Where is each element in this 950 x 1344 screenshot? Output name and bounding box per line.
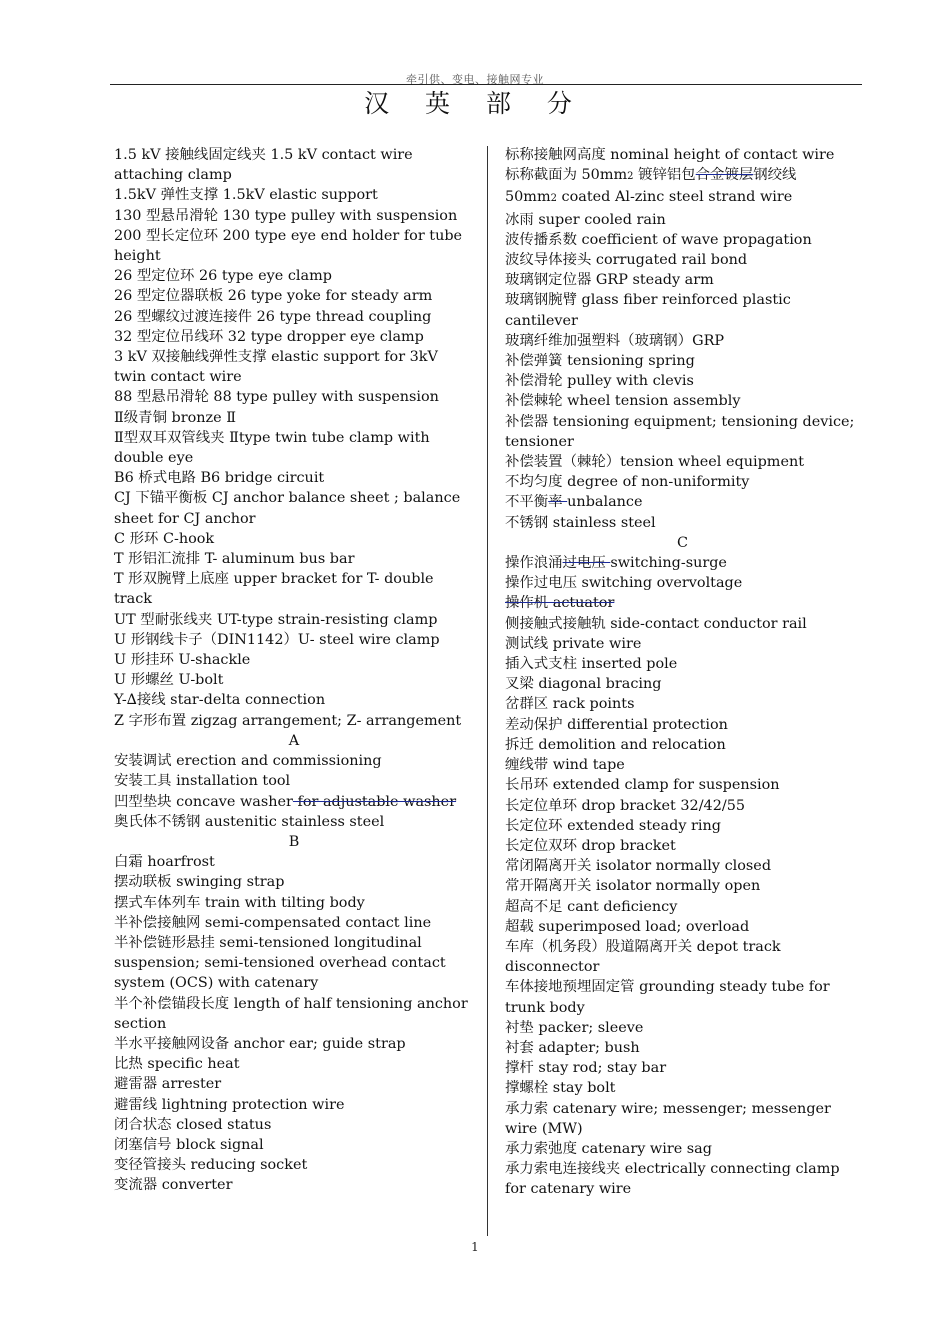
glossary-entry — [505, 371, 860, 391]
entry-text: 不均匀度 degree of non-uniformity — [505, 474, 750, 491]
glossary-entry — [505, 694, 860, 714]
entry-text: CJ 下锚平衡板 CJ anchor balance sheet ; balance sheet for CJ anchor — [114, 490, 461, 527]
entry-text: 半个补偿锚段长度 length of half tensioning anchor section — [114, 995, 468, 1032]
glossary-entry — [505, 977, 860, 1017]
glossary-entry — [114, 327, 474, 347]
entry-text: 撑螺栓 stay bolt — [505, 1080, 616, 1097]
glossary-entry — [505, 1099, 860, 1139]
entry-text: 操作浪涌 — [505, 555, 563, 572]
entry-text: coated Al-zinc steel strand wire — [556, 189, 793, 206]
entry-text: 长定位双环 drop bracket — [505, 837, 676, 854]
glossary-entry — [505, 1058, 860, 1078]
glossary-entry — [114, 1034, 474, 1054]
glossary-entry — [114, 185, 474, 205]
entry-text: 摆动联板 swinging strap — [114, 874, 285, 891]
struck-text: 率 — [548, 494, 568, 511]
glossary-entry — [114, 1095, 474, 1115]
entry-text: 补偿棘轮 wheel tension assembly — [505, 393, 741, 410]
entry-text: T 形双腕臂上底座 upper bracket for T- double track — [114, 571, 434, 608]
entry-text: 长吊环 extended clamp for suspension — [505, 777, 780, 794]
entry-text: 安装调试 erection and commissioning — [114, 753, 382, 770]
glossary-entry — [505, 165, 860, 187]
entry-text: 26 型定位器联板 26 type yoke for steady arm — [114, 288, 433, 305]
entry-text: 摆式车体列车 train with tilting body — [114, 894, 365, 911]
section-letter: B — [288, 833, 300, 850]
entry-text: 冰雨 super cooled rain — [505, 211, 666, 228]
entry-text: 3 kV 双接触线弹性支撑 elastic support for 3kV twin contact wire — [114, 349, 438, 386]
glossary-entry — [505, 210, 860, 230]
page-number: 1 — [471, 1240, 479, 1254]
glossary-entry — [114, 1074, 474, 1094]
section-letter: C — [676, 534, 688, 551]
glossary-entry — [505, 331, 860, 351]
entry-text: switching-surge — [610, 555, 727, 572]
entry-text: 标称接触网高度 nominal height of contact wire — [505, 147, 835, 163]
glossary-entry — [114, 771, 474, 791]
glossary-entry — [505, 897, 860, 917]
glossary-entry — [505, 634, 860, 654]
glossary-entry — [505, 391, 860, 411]
entry-text: 补偿滑轮 pulley with clevis — [505, 373, 694, 390]
entry-text: 衬套 adapter; bush — [505, 1039, 640, 1056]
glossary-entry — [114, 468, 474, 488]
glossary-entry — [114, 428, 474, 468]
entry-text: 安装工具 installation tool — [114, 773, 291, 790]
glossary-entry — [114, 994, 474, 1034]
glossary-entry — [114, 1054, 474, 1074]
entry-text: 130 型悬吊滑轮 130 type pulley with suspension — [114, 207, 458, 224]
glossary-entry — [114, 266, 474, 286]
glossary-entry — [505, 1139, 860, 1159]
entry-text: 镀锌铝包 — [633, 167, 696, 184]
glossary-entry — [114, 387, 474, 407]
glossary-entry — [114, 913, 474, 933]
glossary-entry — [114, 408, 474, 428]
entry-text: 200 型长定位环 200 type eye end holder for tube height — [114, 227, 463, 265]
entry-text: 车库（机务段）股道隔离开关 depot track disconnector — [505, 938, 781, 976]
glossary-entry — [505, 145, 860, 165]
entry-text: 长定位单环 drop bracket 32/42/55 — [505, 797, 746, 814]
left-column — [114, 145, 474, 1196]
glossary-entry — [114, 529, 474, 549]
entry-text: 闭合状态 closed status — [114, 1116, 272, 1133]
glossary-entry — [505, 674, 860, 694]
entry-text: 补偿弹簧 tensioning spring — [505, 353, 695, 370]
entry-text: C 形环 C-hook — [114, 530, 215, 547]
glossary-entry — [114, 650, 474, 670]
entry-text: 玻璃钢腕臂 glass fiber reinforced plastic cantilever — [505, 292, 791, 329]
glossary-entry — [114, 286, 474, 306]
glossary-entry — [114, 569, 474, 609]
entry-text: 避雷线 lightning protection wire — [114, 1096, 345, 1113]
entry-text: 插入式支柱 inserted pole — [505, 656, 678, 673]
entry-text: 缠线带 wind tape — [505, 757, 625, 774]
glossary-entry — [505, 917, 860, 937]
entry-text: 半水平接触网设备 anchor ear; guide strap — [114, 1035, 406, 1052]
glossary-entry — [114, 711, 474, 731]
entry-text: 白霜 hoarfrost — [114, 854, 215, 871]
entry-text: 半补偿接触网 semi-compensated contact line — [114, 914, 432, 931]
glossary-entry — [505, 816, 860, 836]
entry-text: 奥氏体不锈钢 austenitic stainless steel — [114, 813, 385, 830]
struck-text: for adjustable washer — [292, 793, 457, 810]
glossary-entry — [114, 1135, 474, 1155]
entry-text: 叉梁 diagonal bracing — [505, 676, 662, 693]
glossary-entry — [505, 796, 860, 816]
entry-text: 补偿器 tensioning equipment; tensioning device; tensioner — [505, 413, 855, 450]
entry-text: 常开隔离开关 isolator normally open — [505, 878, 761, 895]
glossary-entry — [114, 549, 474, 569]
glossary-entry — [505, 187, 860, 209]
entry-text: UT 型耐张线夹 UT-type strain-resisting clamp — [114, 611, 438, 628]
entry-text: B6 桥式电路 B6 bridge circuit — [114, 470, 325, 487]
right-column — [505, 145, 860, 1200]
glossary-entry — [505, 937, 860, 977]
struck-text: 合金镀层 — [695, 167, 754, 184]
glossary-entry — [114, 488, 474, 528]
entry-text: 26 型螺纹过渡连接件 26 type thread coupling — [114, 308, 432, 325]
entry-text: 半补偿链形悬挂 semi-tensioned longitudinal suspension; semi-tensioned overhead contact system (OCS) with catenary — [114, 934, 446, 992]
glossary-entry — [505, 230, 860, 250]
glossary-entry — [114, 610, 474, 630]
glossary-entry — [114, 307, 474, 327]
glossary-entry — [505, 715, 860, 735]
entry-text: 钢绞线 — [753, 167, 797, 184]
entry-text: 承力索弛度 catenary wire sag — [505, 1140, 712, 1157]
glossary-entry — [505, 836, 860, 856]
entry-text: 操作过电压 switching overvoltage — [505, 575, 743, 592]
glossary-entry — [505, 1159, 860, 1199]
entry-text: 88 型悬吊滑轮 88 type pulley with suspension — [114, 389, 439, 406]
entry-text: U 形挂环 U-shackle — [114, 652, 251, 669]
glossary-entry — [505, 1038, 860, 1058]
entry-text: 承力索 catenary wire; messenger; messenger wire (MW) — [505, 1100, 831, 1137]
glossary-entry — [505, 775, 860, 795]
glossary-entry — [114, 792, 474, 812]
glossary-entry — [114, 670, 474, 690]
glossary-entry — [505, 412, 860, 452]
entry-text: 撑杆 stay rod; stay bar — [505, 1060, 667, 1077]
entry-text: Ⅱ型双耳双管线夹 Ⅱtype twin tube clamp with double eye — [114, 429, 430, 467]
entry-text: 不锈钢 stainless steel — [505, 514, 656, 531]
entry-text: 玻璃纤维加强塑料（玻璃钢）GRP — [505, 332, 725, 349]
glossary-entry — [505, 856, 860, 876]
glossary-entry — [505, 270, 860, 290]
struck-text: 操作机 actuator — [505, 595, 615, 612]
header-subtitle: 牵引供、变电、接触网专业 — [406, 73, 544, 86]
glossary-entry — [505, 573, 860, 593]
entry-text: 差动保护 differential protection — [505, 716, 728, 733]
glossary-entry — [114, 347, 474, 387]
glossary-entry — [114, 1175, 474, 1195]
entry-text: 超高不足 cant deficiency — [505, 898, 678, 915]
entry-text: 变径管接头 reducing socket — [114, 1157, 308, 1174]
entry-text: U 形钢线卡子（DIN1142）U- steel wire clamp — [114, 631, 440, 648]
entry-text: 50mm — [505, 189, 551, 206]
entry-text: T 形铝汇流排 T- aluminum bus bar — [114, 551, 355, 568]
glossary-entry — [505, 593, 860, 613]
glossary-entry — [505, 1018, 860, 1038]
glossary-entry — [114, 630, 474, 650]
entry-text: 超载 superimposed load; overload — [505, 918, 750, 935]
glossary-entry — [114, 872, 474, 892]
entry-text: 补偿装置（棘轮）tension wheel equipment — [505, 454, 805, 471]
entry-text: 拆迁 demolition and relocation — [505, 736, 726, 753]
entry-text: 变流器 converter — [114, 1177, 233, 1194]
glossary-entry — [114, 933, 474, 994]
glossary-entry — [505, 876, 860, 896]
entry-text: 1.5kV 弹性支撑 1.5kV elastic support — [114, 187, 378, 204]
entry-text: 测试线 private wire — [505, 635, 642, 652]
page-title: 汉 英 部 分 — [364, 89, 586, 118]
entry-text: Y-∆接线 star-delta connection — [114, 692, 326, 709]
glossary-entry — [114, 893, 474, 913]
entry-text: 凹型垫块 concave washer — [114, 793, 293, 810]
unit-subscript: 2 — [550, 193, 557, 205]
glossary-entry — [114, 226, 474, 266]
entry-text: 长定位环 extended steady ring — [505, 817, 721, 834]
entry-text: 比热 specific heat — [114, 1056, 240, 1073]
glossary-entry — [114, 852, 474, 872]
entry-text: unbalance — [567, 494, 643, 511]
entry-text: 闭塞信号 block signal — [114, 1136, 264, 1153]
unit-subscript: 2 — [627, 171, 634, 183]
entry-text: 不平衡 — [505, 494, 549, 511]
glossary-entry — [505, 614, 860, 634]
glossary-entry — [114, 1155, 474, 1175]
entry-text: 标称截面为 50mm — [505, 167, 628, 184]
column-divider — [487, 146, 488, 1236]
glossary-entry — [505, 492, 860, 512]
entry-text: 侧接触式接触轨 side-contact conductor rail — [505, 615, 807, 632]
glossary-entry — [505, 654, 860, 674]
entry-text: 常闭隔离开关 isolator normally closed — [505, 858, 772, 875]
entry-text: 玻璃钢定位器 GRP steady arm — [505, 272, 714, 289]
glossary-entry — [505, 553, 860, 573]
entry-text: 避雷器 arrester — [114, 1076, 222, 1093]
entry-text: Ⅱ级青铜 bronze Ⅱ — [114, 409, 237, 426]
glossary-entry — [505, 351, 860, 371]
glossary-entry — [505, 290, 860, 330]
glossary-entry — [505, 472, 860, 492]
entry-text: 波纹导体接头 corrugated rail bond — [505, 252, 748, 269]
struck-text: 过电压 — [562, 555, 611, 572]
section-letter: A — [288, 732, 300, 749]
glossary-entry — [114, 145, 474, 185]
entry-text: 波传播系数 coefficient of wave propagation — [505, 231, 812, 248]
entry-text: U 形螺丝 U-bolt — [114, 672, 224, 689]
entry-text: 26 型定位环 26 type eye clamp — [114, 268, 332, 285]
entry-text: 岔群区 rack points — [505, 696, 635, 713]
glossary-entry — [114, 206, 474, 226]
entry-text: 32 型定位吊线环 32 type dropper eye clamp — [114, 328, 424, 345]
glossary-entry — [114, 1115, 474, 1135]
glossary-entry — [505, 452, 860, 472]
glossary-entry — [505, 513, 860, 533]
entry-text: 衬垫 packer; sleeve — [505, 1019, 644, 1036]
glossary-entry — [505, 755, 860, 775]
entry-text: 1.5 kV 接触线固定线夹 1.5 kV contact wire attaching clamp — [114, 147, 413, 184]
glossary-entry — [114, 812, 474, 832]
glossary-entry — [505, 1078, 860, 1098]
glossary-entry — [114, 751, 474, 771]
glossary-entry — [505, 250, 860, 270]
entry-text: 车体接地预埋固定管 grounding steady tube for trunk body — [505, 979, 830, 1016]
entry-text: 承力索电连接线夹 electrically connecting clamp for catenary wire — [505, 1161, 840, 1198]
glossary-entry — [505, 735, 860, 755]
entry-text: Z 字形布置 zigzag arrangement; Z- arrangement — [114, 712, 462, 729]
glossary-entry — [114, 690, 474, 710]
